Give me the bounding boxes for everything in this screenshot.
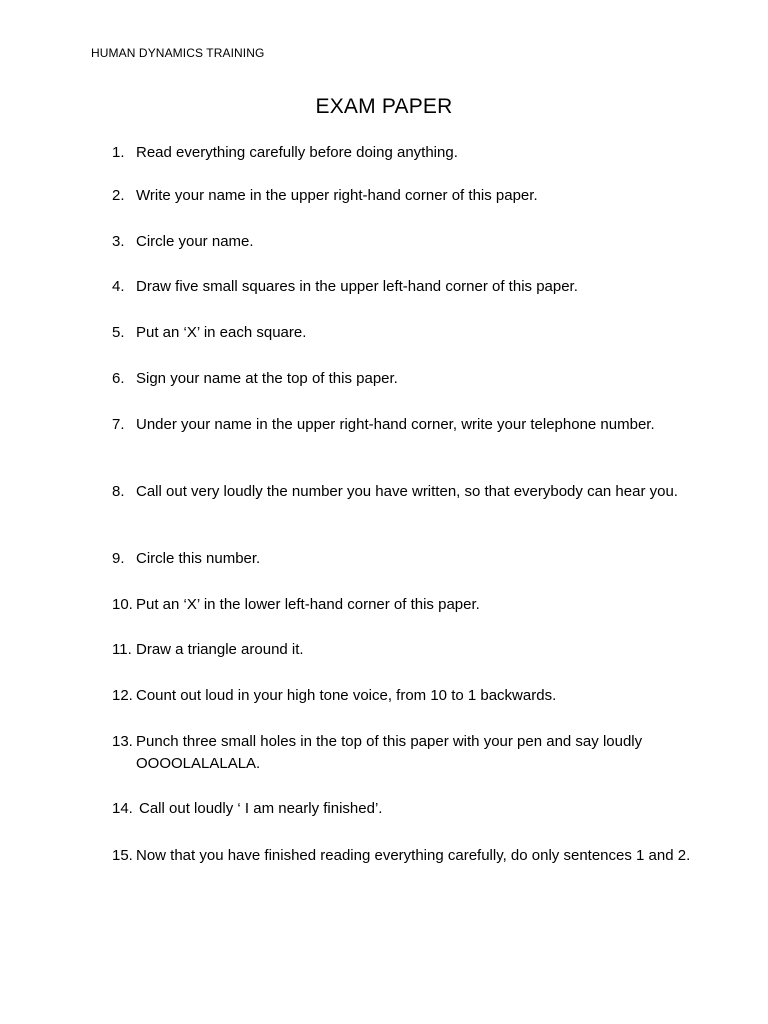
- instruction-number: 5.: [112, 324, 125, 341]
- instruction-number: 6.: [112, 370, 125, 387]
- instruction-text: Put an ‘X’ in the lower left-hand corner of this paper.: [136, 596, 480, 613]
- instruction-number: 13.: [112, 733, 133, 750]
- instruction-item-10: [112, 594, 692, 616]
- instruction-item-12: [112, 685, 692, 707]
- instruction-number: 2.: [112, 187, 125, 204]
- instruction-text: Call out loudly ‘ I am nearly finished’.: [139, 800, 383, 817]
- instruction-text: Put an ‘X’ in each square.: [136, 324, 307, 341]
- instruction-number: 9.: [112, 550, 125, 567]
- instruction-item-13: [112, 731, 692, 775]
- instruction-item-1: [112, 142, 692, 164]
- instruction-item-2: [112, 185, 692, 207]
- instruction-item-14: [112, 798, 692, 820]
- instruction-number: 15.: [112, 847, 133, 864]
- instruction-text: Under your name in the upper right-hand corner, write your telephone number.: [136, 416, 655, 433]
- page-title: EXAM PAPER: [315, 95, 453, 118]
- instruction-item-7: [112, 414, 692, 436]
- instruction-item-15: [112, 845, 692, 867]
- instruction-number: 14.: [112, 800, 133, 817]
- instruction-number: 11.: [112, 641, 132, 658]
- instruction-text: Call out very loudly the number you have written, so that everybody can hear you.: [136, 483, 678, 500]
- instruction-item-4: [112, 276, 692, 298]
- instruction-number: 4.: [112, 278, 125, 295]
- instruction-item-3: [112, 231, 692, 253]
- instruction-number: 12.: [112, 687, 133, 704]
- instruction-number: 1.: [112, 144, 125, 161]
- organization-header: HUMAN DYNAMICS TRAINING: [91, 46, 265, 60]
- instruction-number: 8.: [112, 483, 125, 500]
- instruction-item-8: [112, 481, 692, 503]
- instruction-item-5: [112, 322, 692, 344]
- instruction-text: Count out loud in your high tone voice, from 10 to 1 backwards.: [136, 687, 557, 704]
- instruction-text: Write your name in the upper right-hand corner of this paper.: [136, 187, 538, 204]
- instruction-text: Sign your name at the top of this paper.: [136, 370, 398, 387]
- instruction-text: Draw a triangle around it.: [136, 641, 304, 658]
- instruction-text: Read everything carefully before doing anything.: [136, 144, 458, 161]
- instruction-text: Circle this number.: [136, 550, 261, 567]
- instruction-text: Draw five small squares in the upper left-hand corner of this paper.: [136, 278, 578, 295]
- instruction-item-6: [112, 368, 692, 390]
- instruction-text: Now that you have finished reading everything carefully, do only sentences 1 and 2.: [136, 847, 691, 864]
- instruction-text: Circle your name.: [136, 233, 254, 250]
- instruction-item-11: [112, 639, 692, 661]
- instruction-item-9: [112, 548, 692, 570]
- instruction-number: 10.: [112, 596, 133, 613]
- instruction-text: Punch three small holes in the top of this paper with your pen and say loudly OOOOLALALALA.: [136, 733, 643, 772]
- instruction-number: 7.: [112, 416, 125, 433]
- instruction-number: 3.: [112, 233, 125, 250]
